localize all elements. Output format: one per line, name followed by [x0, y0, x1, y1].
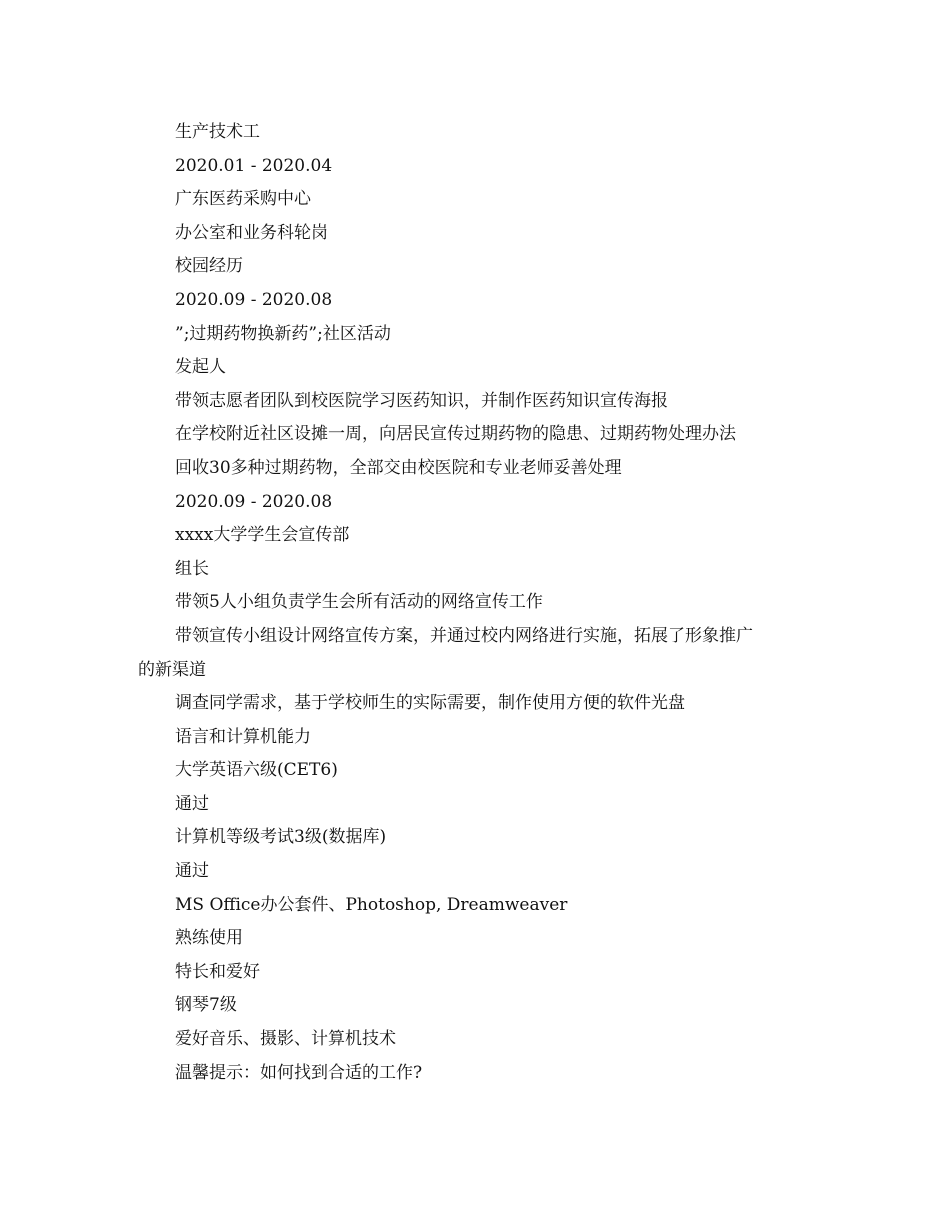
skill-name: MS Office办公套件、Photoshop, Dreamweaver: [175, 894, 568, 915]
activity-detail-continuation: 的新渠道: [138, 659, 206, 680]
document-body: [138, 116, 818, 1090]
activity-role: 发起人: [175, 357, 226, 378]
skill-name: 计算机等级考试3级(数据库): [175, 827, 387, 848]
job-title: 生产技术工: [175, 122, 260, 142]
activity-organization: xxxx大学学生会宣传部: [175, 525, 350, 546]
skill-name: 大学英语六级(CET6): [175, 760, 338, 781]
activity-detail: 带领5人小组负责学生会所有活动的网络宣传工作: [175, 592, 543, 613]
job-role: 办公室和业务科轮岗: [175, 222, 328, 243]
section-heading-hobbies: 特长和爱好: [175, 961, 260, 982]
hobby-item: 钢琴7级: [175, 995, 237, 1016]
activity-period: 2020.09 - 2020.08: [175, 491, 333, 512]
activity-role: 组长: [175, 558, 209, 579]
tip-text: 温馨提示：如何找到合适的工作?: [175, 1062, 423, 1083]
activity-detail: 调查同学需求，基于学校师生的实际需要，制作使用方便的软件光盘: [175, 693, 685, 714]
skill-level: 通过: [175, 793, 209, 814]
job-organization: 广东医药采购中心: [175, 189, 311, 210]
activity-detail: 带领宣传小组设计网络宣传方案，并通过校内网络进行实施，拓展了形象推广: [175, 625, 753, 646]
job-period: 2020.01 - 2020.04: [175, 155, 333, 176]
skill-level: 通过: [175, 861, 209, 882]
activity-detail: 带领志愿者团队到校医院学习医药知识，并制作医药知识宣传海报: [175, 390, 668, 411]
section-heading-skills: 语言和计算机能力: [175, 726, 311, 747]
skill-level: 熟练使用: [175, 928, 243, 949]
activity-period: 2020.09 - 2020.08: [175, 289, 333, 310]
section-heading-campus: 校园经历: [175, 256, 243, 277]
activity-name: ”;过期药物换新药”;社区活动: [175, 323, 391, 344]
activity-detail: 回收30多种过期药物，全部交由校医院和专业老师妥善处理: [175, 457, 622, 478]
activity-detail: 在学校附近社区设摊一周，向居民宣传过期药物的隐患、过期药物处理办法: [175, 424, 736, 445]
hobby-item: 爱好音乐、摄影、计算机技术: [175, 1029, 396, 1050]
